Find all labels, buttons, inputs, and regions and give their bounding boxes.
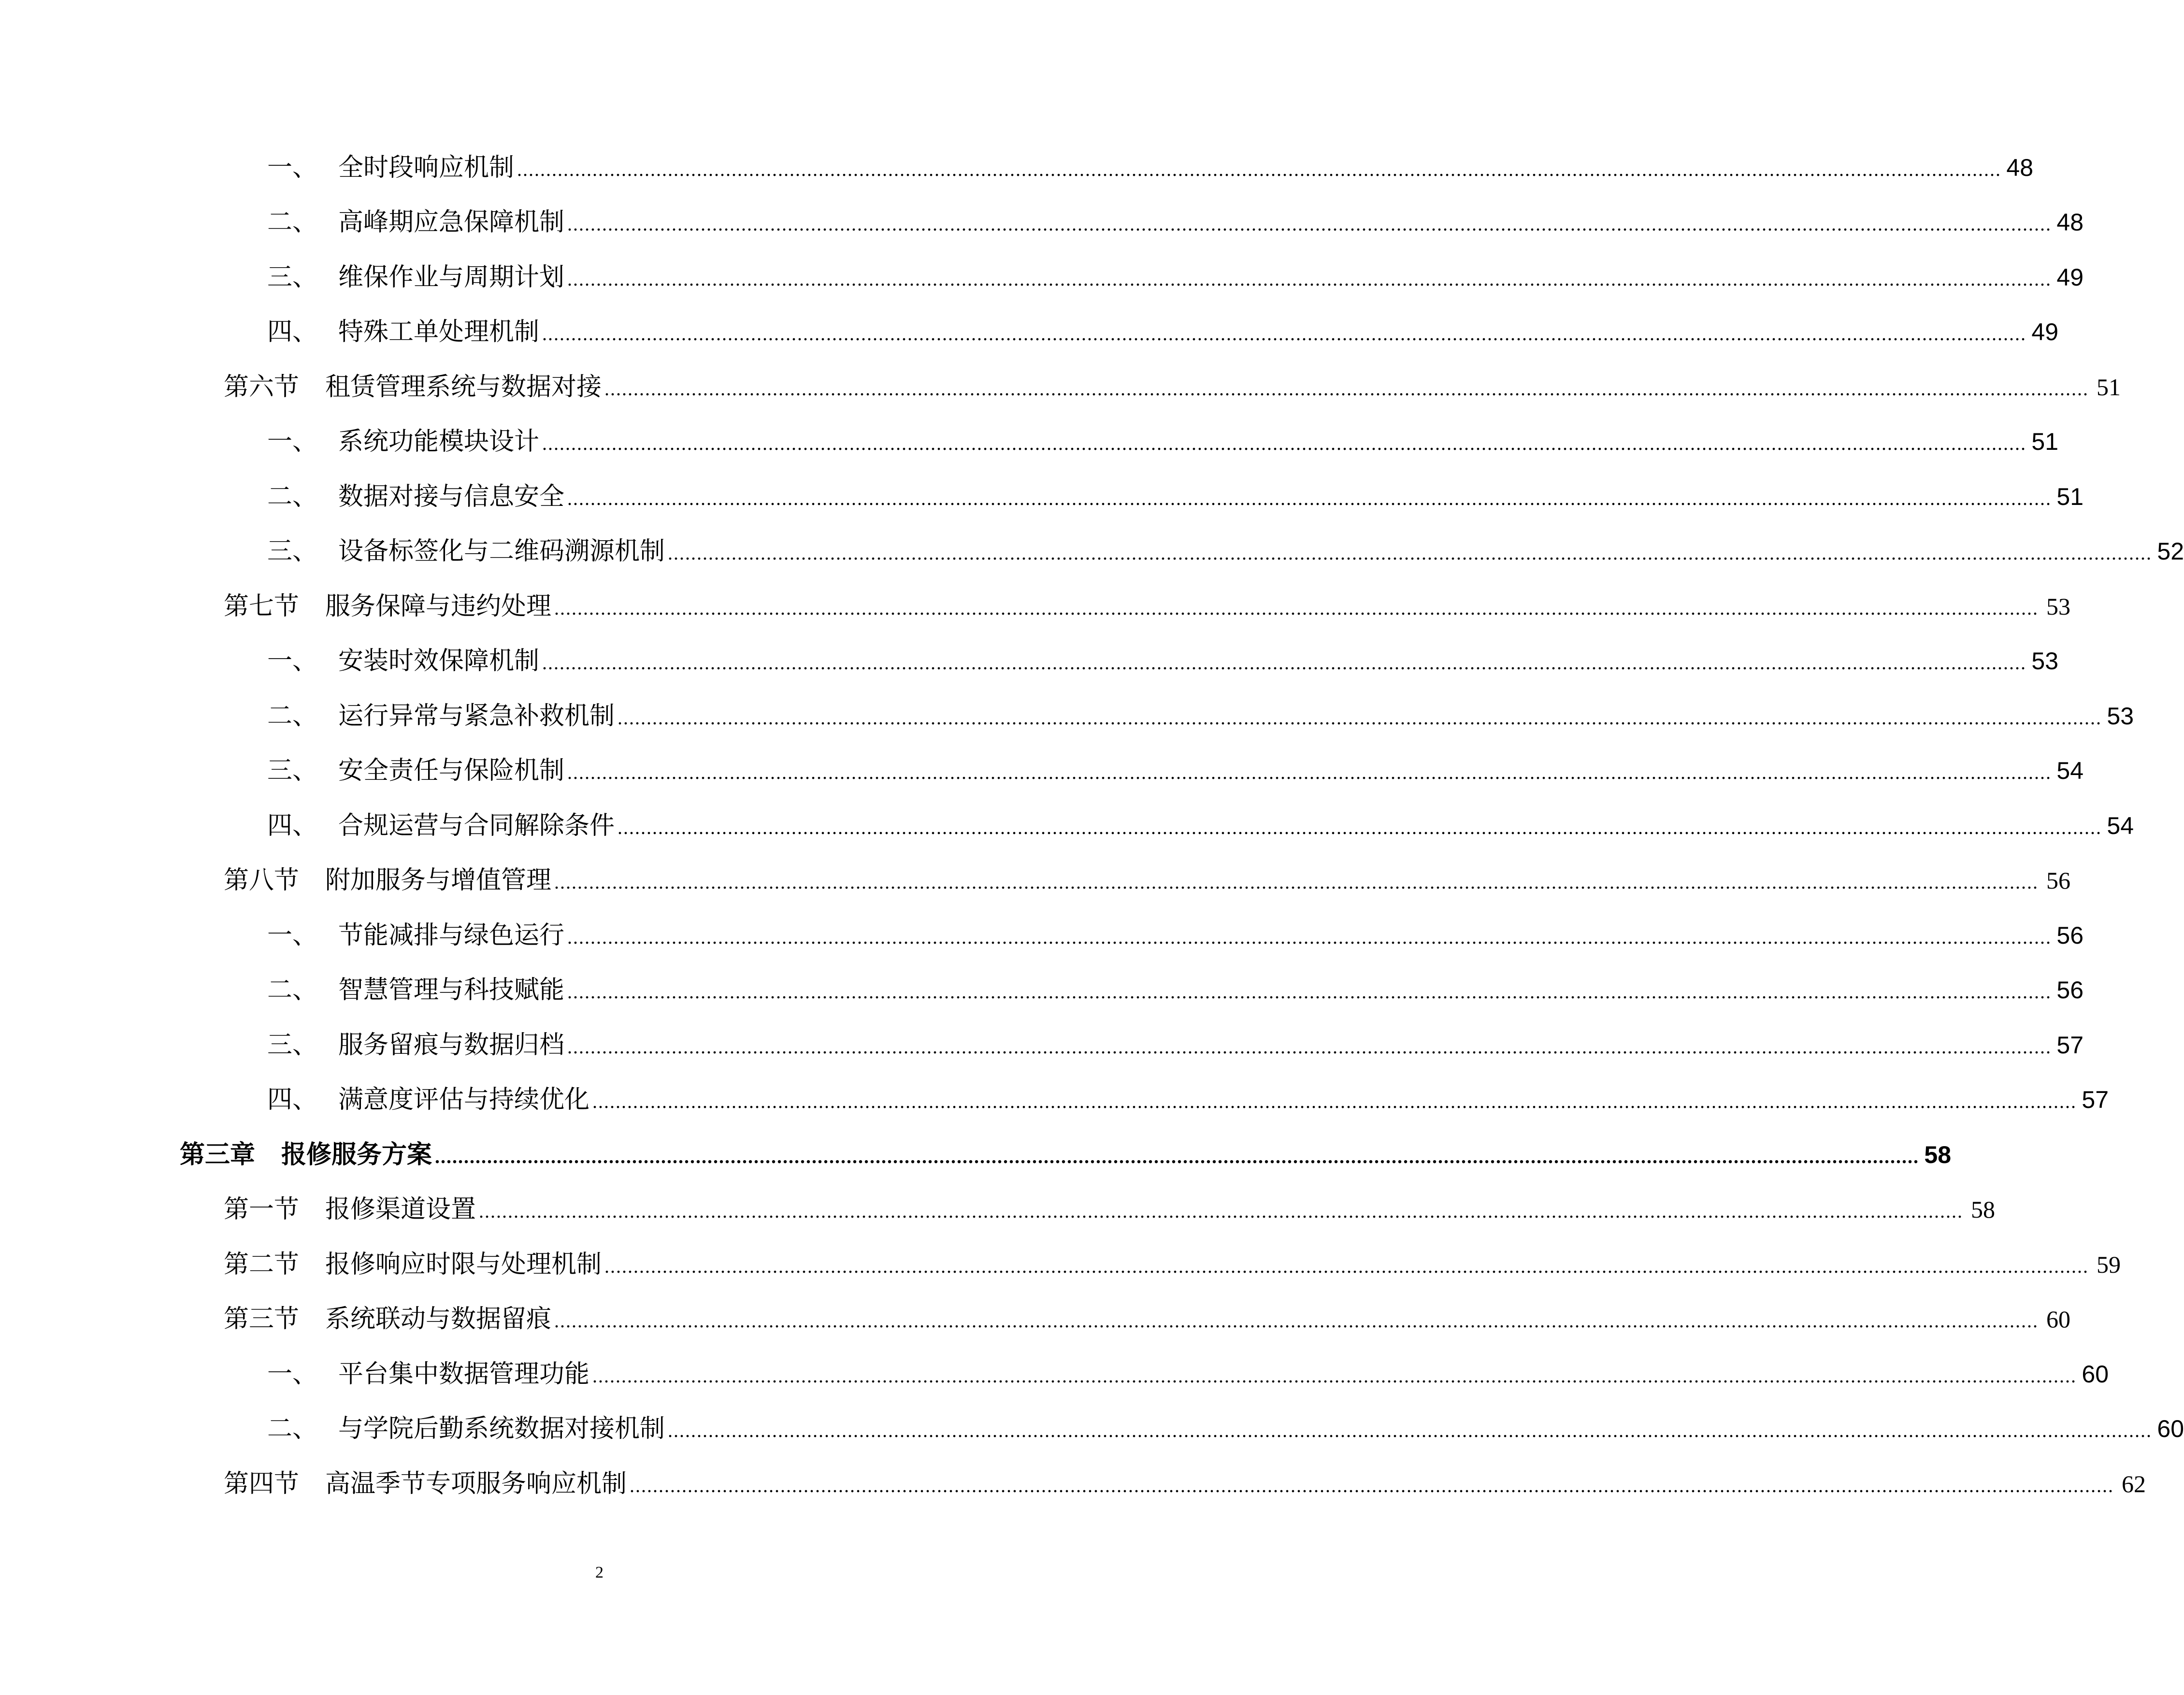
toc-entry[interactable]	[0, 1292, 2071, 1347]
toc-entry-number: 第七节	[224, 591, 300, 621]
toc-entry-text	[224, 1252, 2121, 1277]
toc-entry-title: 服务留痕与数据归档	[338, 1030, 565, 1060]
toc-dot-leader	[567, 928, 2052, 947]
toc-entry-title: 系统功能模块设计	[338, 427, 540, 457]
toc-entry-number: 三、	[267, 262, 318, 292]
toc-dot-leader	[592, 1092, 2077, 1111]
toc-entry-title: 节能减排与绿色运行	[338, 920, 565, 950]
toc-entry-number: 第六节	[224, 372, 300, 402]
toc-entry-number: 二、	[267, 482, 318, 511]
toc-entry-title: 报修渠道设置	[325, 1195, 476, 1224]
toc-entry-text	[267, 319, 2058, 345]
toc-entry-title: 数据对接与信息安全	[338, 482, 565, 511]
toc-entry[interactable]	[0, 1347, 2109, 1402]
toc-entry[interactable]	[0, 415, 2059, 470]
toc-entry-title: 高温季节专项服务响应机制	[325, 1469, 627, 1498]
toc-entry-text	[267, 210, 2083, 235]
toc-entry-number: 一、	[267, 153, 318, 182]
toc-entry-text	[267, 1030, 2084, 1060]
toc-entry-text	[224, 1307, 2070, 1332]
toc-entry-page: 58	[1924, 1141, 1952, 1168]
toc-entry-text	[224, 1197, 1995, 1222]
toc-entry-page: 53	[2046, 592, 2071, 620]
toc-dot-leader	[567, 982, 2052, 1002]
toc-entry-page: 49	[2031, 318, 2059, 346]
toc-entry-text	[224, 868, 2070, 893]
toc-entry-title: 满意度评估与持续优化	[338, 1085, 590, 1115]
toc-entry-number: 第二节	[224, 1250, 300, 1279]
toc-entry-number: 三、	[267, 756, 318, 786]
toc-entry[interactable]	[0, 1237, 2121, 1292]
toc-entry-text	[267, 155, 2033, 180]
toc-entry-title: 报修响应时限与处理机制	[325, 1250, 602, 1279]
toc-entry-page: 54	[2107, 812, 2134, 839]
toc-entry-title: 特殊工单处理机制	[338, 317, 540, 347]
toc-entry[interactable]	[0, 1456, 2146, 1511]
toc-entry[interactable]	[0, 469, 2084, 524]
toc-entry[interactable]	[0, 359, 2121, 415]
toc-dot-leader	[542, 324, 2026, 344]
toc-entry-page: 57	[2082, 1086, 2109, 1114]
toc-entry-text	[224, 1471, 2146, 1496]
toc-entry-page: 60	[2157, 1415, 2184, 1443]
toc-dot-leader	[618, 818, 2102, 837]
toc-entry-text	[267, 648, 2058, 674]
toc-entry-title: 运行异常与紧急补救机制	[338, 701, 615, 731]
toc-entry-text	[180, 1142, 1951, 1167]
toc-dot-leader	[479, 1202, 1963, 1221]
toc-entry-number: 二、	[267, 701, 318, 731]
toc-dot-leader	[592, 1366, 2077, 1386]
table-of-contents	[0, 140, 2184, 1511]
toc-dot-leader	[668, 544, 2152, 563]
toc-entry[interactable]	[0, 908, 2084, 963]
toc-dot-leader	[554, 873, 2039, 892]
toc-entry-text	[267, 1085, 2109, 1115]
toc-dot-leader	[567, 215, 2052, 234]
toc-entry-title: 附加服务与增值管理	[325, 866, 552, 895]
toc-dot-leader	[618, 708, 2102, 728]
toc-entry[interactable]	[0, 1182, 1996, 1237]
toc-entry-page: 56	[2056, 977, 2084, 1004]
toc-entry-title: 维保作业与周期计划	[338, 262, 565, 292]
toc-entry-page: 62	[2122, 1470, 2146, 1497]
toc-entry-text	[224, 591, 2071, 621]
toc-entry-number: 第三章	[180, 1140, 256, 1169]
toc-entry-text	[224, 374, 2121, 400]
toc-entry-page: 51	[2097, 373, 2121, 401]
toc-entry[interactable]	[0, 963, 2084, 1018]
toc-entry-text	[267, 701, 2134, 731]
toc-entry-text	[267, 1359, 2109, 1389]
toc-entry[interactable]	[0, 305, 2059, 360]
toc-entry-text	[267, 756, 2084, 786]
toc-entry[interactable]	[0, 1127, 1952, 1182]
toc-dot-leader	[567, 1037, 2052, 1057]
toc-entry-page: 60	[2082, 1360, 2109, 1388]
toc-entry-page: 60	[2046, 1306, 2071, 1333]
toc-entry-page: 56	[2056, 921, 2084, 949]
toc-entry-number: 四、	[267, 317, 318, 347]
toc-entry-page: 52	[2157, 538, 2184, 565]
toc-entry-page: 56	[2046, 867, 2071, 894]
toc-entry[interactable]	[0, 250, 2084, 305]
toc-entry-title: 合规运营与合同解除条件	[338, 811, 615, 840]
toc-entry-number: 第八节	[224, 866, 300, 895]
toc-entry[interactable]	[0, 689, 2134, 744]
toc-entry-text	[267, 484, 2083, 509]
toc-entry-number: 第三节	[224, 1305, 300, 1334]
toc-entry-title: 与学院后勤系统数据对接机制	[338, 1414, 665, 1444]
toc-entry-page: 51	[2056, 483, 2084, 510]
toc-entry-number: 一、	[267, 427, 318, 457]
toc-entry[interactable]	[0, 634, 2059, 689]
toc-entry-number: 三、	[267, 1030, 318, 1060]
toc-dot-leader	[630, 1476, 2114, 1495]
toc-entry[interactable]	[0, 798, 2134, 853]
toc-entry-text	[267, 1414, 2184, 1444]
toc-entry-page: 51	[2031, 428, 2059, 456]
toc-entry-page: 53	[2107, 702, 2134, 730]
page-number: 2	[595, 1564, 603, 1581]
toc-entry-number: 二、	[267, 1414, 318, 1444]
toc-entry[interactable]	[0, 853, 2071, 908]
toc-dot-leader	[554, 1311, 2039, 1331]
toc-entry-title: 全时段响应机制	[338, 153, 515, 182]
toc-dot-leader	[554, 599, 2039, 618]
toc-entry-text	[267, 539, 2184, 564]
toc-dot-leader	[604, 1257, 2089, 1276]
toc-dot-leader	[567, 763, 2052, 782]
toc-entry-number: 四、	[267, 1085, 318, 1115]
toc-entry-text	[267, 813, 2134, 838]
toc-entry-title: 高峰期应急保障机制	[338, 208, 565, 237]
toc-entry[interactable]	[0, 140, 2034, 195]
toc-dot-leader	[668, 1421, 2152, 1440]
toc-entry[interactable]	[0, 744, 2084, 799]
toc-entry-page: 59	[2097, 1250, 2121, 1278]
toc-entry-title: 安装时效保障机制	[338, 646, 540, 676]
toc-entry[interactable]	[0, 1073, 2109, 1128]
toc-dot-leader	[567, 489, 2052, 508]
toc-entry-page: 57	[2056, 1031, 2084, 1059]
toc-entry-page: 58	[1971, 1196, 1996, 1223]
toc-entry-title: 设备标签化与二维码溯源机制	[338, 537, 665, 566]
toc-entry-number: 一、	[267, 646, 318, 676]
toc-entry-title: 租赁管理系统与数据对接	[325, 372, 602, 402]
toc-dot-leader	[435, 1147, 1919, 1166]
toc-entry[interactable]	[0, 1018, 2084, 1073]
toc-dot-leader	[542, 434, 2026, 453]
toc-entry-title: 智慧管理与科技赋能	[338, 976, 565, 1005]
toc-entry-number: 第一节	[224, 1195, 300, 1224]
toc-entry-text	[267, 977, 2083, 1003]
toc-entry-number: 一、	[267, 1359, 318, 1389]
toc-entry-page: 48	[2006, 154, 2034, 181]
toc-entry-text	[267, 262, 2084, 292]
toc-entry-page: 48	[2056, 209, 2084, 236]
toc-entry-title: 平台集中数据管理功能	[338, 1359, 590, 1389]
toc-entry[interactable]	[0, 524, 2184, 579]
toc-entry[interactable]	[0, 195, 2084, 250]
toc-entry-page: 49	[2056, 263, 2084, 291]
toc-dot-leader	[567, 270, 2052, 289]
toc-dot-leader	[542, 653, 2026, 673]
toc-entry-page: 53	[2031, 647, 2059, 675]
toc-entry[interactable]	[0, 579, 2071, 634]
toc-entry-text	[267, 427, 2059, 457]
toc-entry-page: 54	[2056, 757, 2084, 785]
toc-entry[interactable]	[0, 1402, 2184, 1457]
toc-entry-number: 四、	[267, 811, 318, 840]
toc-entry-title: 服务保障与违约处理	[325, 591, 552, 621]
toc-entry-text	[267, 920, 2084, 950]
toc-entry-number: 一、	[267, 920, 318, 950]
toc-entry-number: 第四节	[224, 1469, 300, 1498]
toc-entry-title: 安全责任与保险机制	[338, 756, 565, 786]
toc-entry-title: 报修服务方案	[281, 1140, 432, 1169]
toc-dot-leader	[517, 160, 2001, 179]
toc-entry-number: 二、	[267, 208, 318, 237]
toc-entry-number: 三、	[267, 537, 318, 566]
toc-dot-leader	[604, 379, 2089, 399]
toc-entry-title: 系统联动与数据留痕	[325, 1305, 552, 1334]
toc-entry-number: 二、	[267, 976, 318, 1005]
